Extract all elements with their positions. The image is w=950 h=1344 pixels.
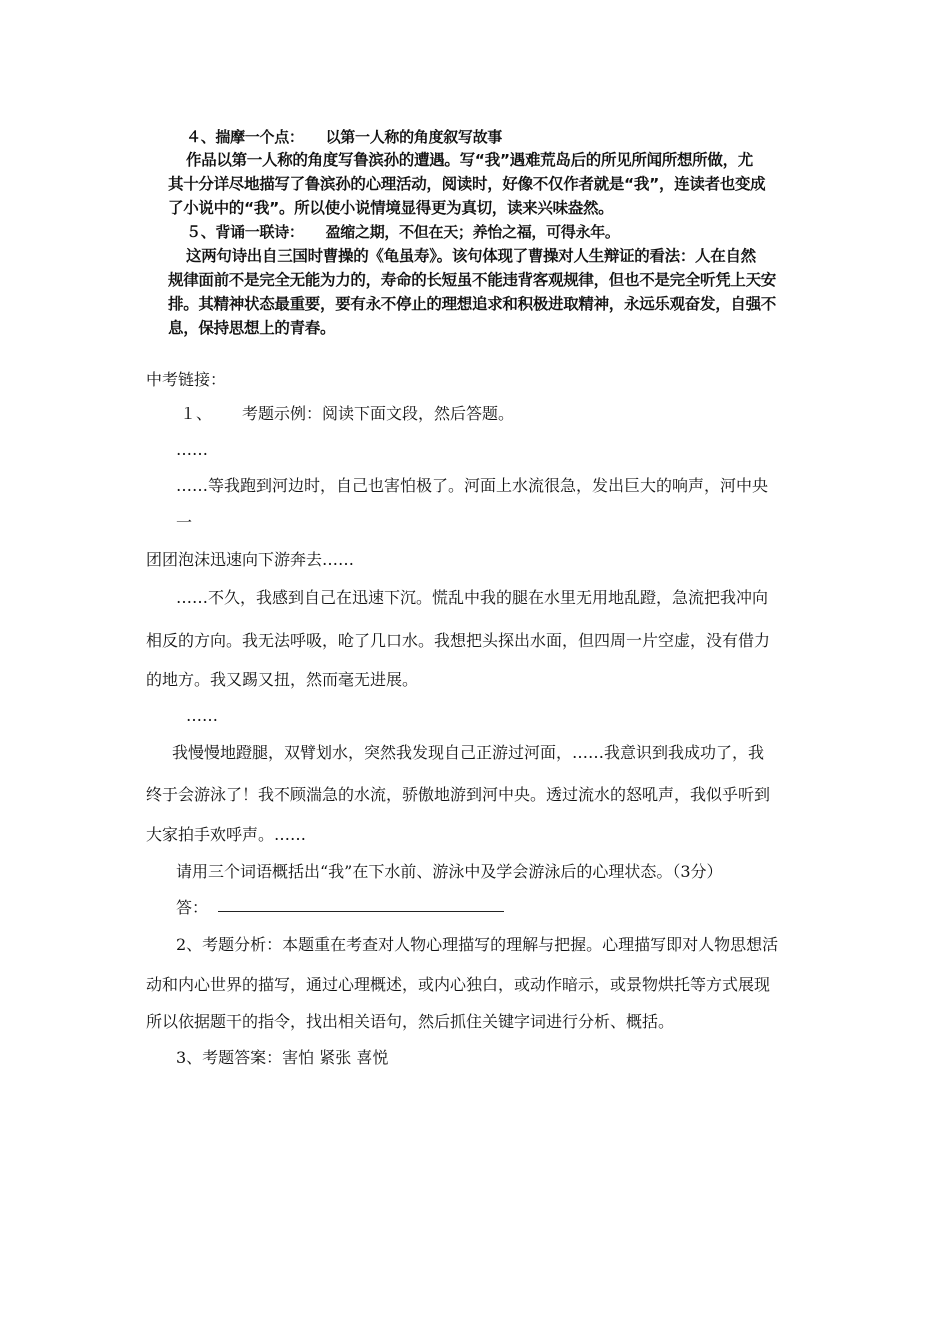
item2-line3: 所以依据题干的指令，找出相关语句，然后抓住关键字词进行分析、概括。	[146, 1012, 675, 1031]
answer-label: 答：	[176, 898, 209, 917]
ellipsis-2: ……	[186, 706, 218, 725]
passage-p3-line2: 终于会游泳了！我不顾湍急的水流，骄傲地游到河中央。透过流水的怒吼声，我似乎听到	[146, 785, 771, 804]
item5-label: ５、背诵一联诗：	[186, 223, 304, 241]
passage-p1-line2: 一	[176, 513, 193, 532]
passage-p1-line1: ……等我跑到河边时，自己也害怕极了。河面上水流很急，发出巨大的响声，河中央	[176, 476, 769, 495]
question-text: 请用三个词语概括出“我”在下水前、游泳中及学会游泳后的心理状态。（3分）	[176, 862, 723, 881]
para2-line3: 排。其精神状态最重要，要有永不停止的理想追求和积极进取精神，永远乐观奋发，自强不	[168, 295, 777, 313]
para1-line2: 其十分详尽地描写了鲁滨孙的心理活动，阅读时，好像不仅作者就是“我”，连读者也变成	[168, 175, 766, 193]
para1-line3: 了小说中的“我”。所以使小说情境显得更为真切，读来兴味盎然。	[168, 199, 614, 217]
item2-line2: 动和内心世界的描写，通过心理概述，或内心独白，或动作暗示，或景物烘托等方式展现	[146, 975, 771, 994]
item1-line	[180, 404, 514, 424]
item4-title: 以第一人称的角度叙写故事	[325, 128, 503, 146]
para2-line1: 这两句诗出自三国时曹操的《龟虽寿》。该句体现了曹操对人生辩证的看法：人在自然	[186, 247, 756, 265]
item5-heading	[186, 222, 620, 242]
item4-heading	[186, 127, 502, 147]
passage-p3-line1: 我慢慢地蹬腿，双臂划水，突然我发现自己正游过河面，……我意识到我成功了，我	[172, 743, 765, 762]
item1-text: 考题示例：阅读下面文段，然后答题。	[242, 404, 515, 423]
item5-poem: 盈缩之期，不但在天；养怡之福，可得永年。	[325, 223, 620, 241]
passage-p3-line3: 大家拍手欢呼声。……	[146, 825, 307, 844]
passage-p2-line2: 相反的方向。我无法呼吸，呛了几口水。我想把头探出水面，但四周一片空虚，没有借力	[146, 631, 771, 650]
passage-p1-line3: 团团泡沫迅速向下游奔去……	[146, 550, 355, 569]
para2-line2: 规律面前不是完全无能为力的，寿命的长短虽不能违背客观规律，但也不是完全听凭上天安	[168, 271, 777, 289]
ellipsis-1: ……	[176, 440, 208, 459]
passage-p2-line3: 的地方。我又踢又扭，然而毫无进展。	[146, 670, 419, 689]
answer-blank-line	[218, 911, 504, 912]
exam-link-heading: 中考链接：	[146, 370, 227, 389]
para1-line1: 作品以第一人称的角度写鲁滨孙的遭遇。写“我”遇难荒岛后的所见所闻所想所做，尤	[186, 151, 753, 169]
para2-line4: 息，保持思想上的青春。	[168, 319, 336, 337]
passage-p2-line1: ……不久，我感到自己在迅速下沉。慌乱中我的腿在水里无用地乱蹬，急流把我冲向	[176, 588, 769, 607]
item3-answer: 3、考题答案：害怕 紧张 喜悦	[176, 1048, 389, 1067]
item2-line1: 2、考题分析：本题重在考查对人物心理描写的理解与把握。心理描写即对人物思想活	[176, 935, 779, 954]
item1-number: １、	[180, 404, 213, 423]
item4-label: ４、揣摩一个点：	[186, 128, 304, 146]
